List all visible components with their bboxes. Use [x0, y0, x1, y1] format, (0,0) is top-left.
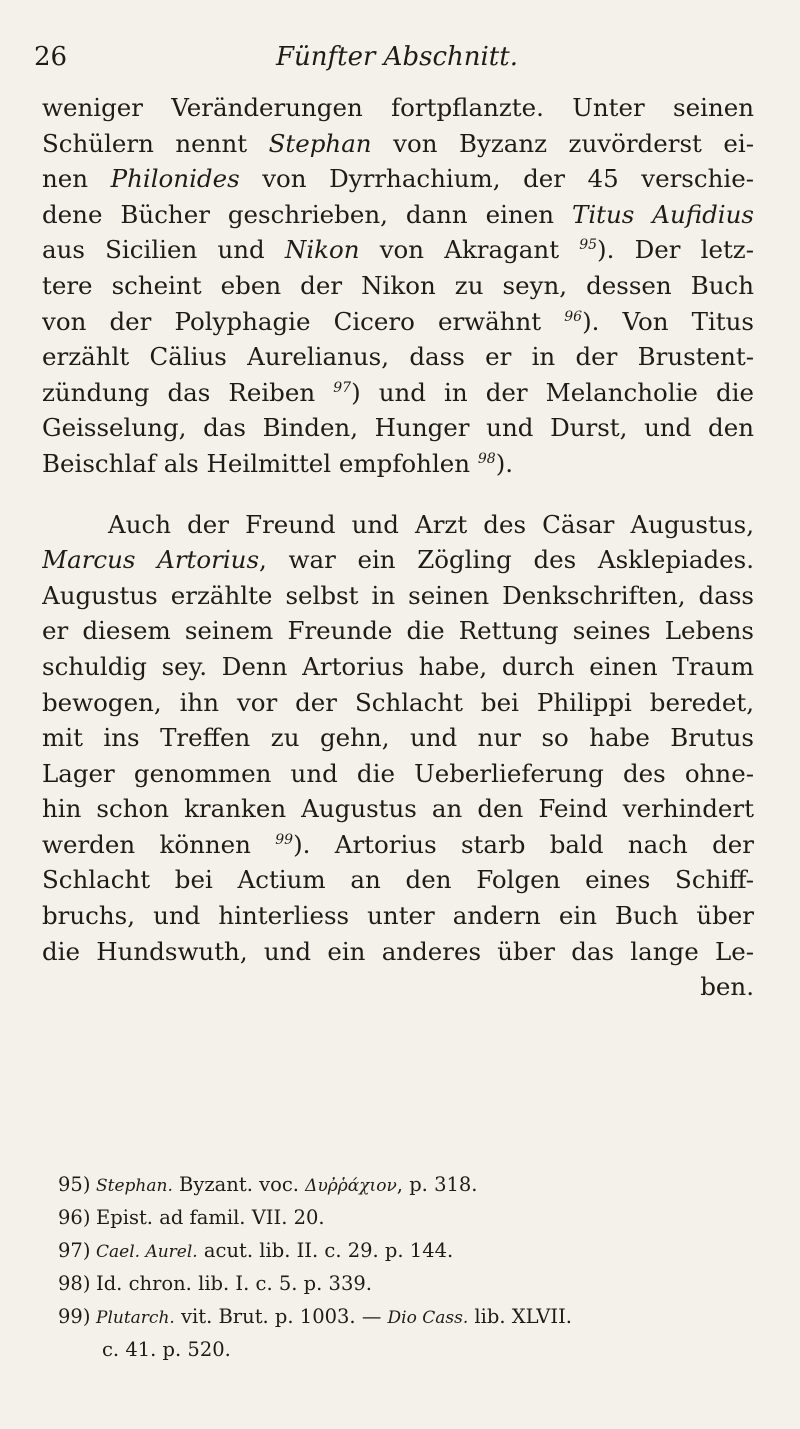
text-line [42, 410, 754, 446]
text-run: Beischlaf als Heilmittel empfohlen [42, 448, 478, 478]
text-run: er diesem seinem Freunde die Rettung seines Lebens [42, 616, 754, 646]
text-run: erzählt Cälius Aurelianus, dass er in der Brustent- [42, 342, 754, 372]
text-line [42, 649, 754, 685]
text-run: bruchs, und hinterliess unter andern ein Buch über [42, 901, 754, 931]
text-line [42, 304, 754, 340]
text-line [42, 161, 754, 197]
text-run: ). Der letz- [597, 235, 754, 265]
text-run: Lager genommen und die Ueberlieferung des ohne- [42, 758, 754, 788]
text-run: Schülern nennt [42, 128, 269, 158]
footnote-ref: 97 [333, 379, 352, 396]
text-line [42, 969, 754, 1005]
footnote-number: 99) [58, 1305, 91, 1328]
text-run: ). Von Titus [582, 306, 754, 336]
text-line [42, 375, 754, 411]
text-line [42, 827, 754, 863]
text-run: aus Sicilien und [42, 235, 285, 265]
paragraph [42, 90, 754, 482]
text-run: von Akragant [359, 235, 580, 265]
text-run: von der Polyphagie Cicero erwähnt [42, 306, 565, 336]
text-run: , war ein Zögling des Asklepiades. [259, 545, 754, 575]
text-run: weniger Veränderungen fortpflanzte. Unter seinen [42, 93, 754, 122]
text-line [42, 542, 754, 578]
footnote-number: 96) [58, 1206, 91, 1229]
footnotes [58, 1168, 758, 1366]
footnote [58, 1168, 758, 1201]
page-number: 26 [34, 42, 68, 72]
footnote-number: 95) [58, 1173, 91, 1196]
footnote [58, 1300, 758, 1333]
text-line [42, 756, 754, 792]
text-line [42, 126, 754, 162]
text-run: mit ins Treffen zu gehn, und nur so habe Brutus [42, 723, 754, 753]
footnote [58, 1201, 758, 1234]
text-run: , p. 318. [396, 1173, 478, 1196]
text-run: tere scheint eben der Nikon zu seyn, dessen Buch [42, 270, 754, 300]
text-run: ). [495, 448, 514, 478]
italic-text: Nikon [284, 235, 360, 265]
text-run: hin schon kranken Augustus an den Feind verhindert [42, 794, 754, 824]
footnote-number: 98) [58, 1272, 91, 1295]
text-line [42, 934, 754, 970]
text-line [42, 268, 754, 304]
text-run: Auch der Freund und Arzt des Cäsar Augustus, [108, 509, 754, 539]
italic-text: Stephan [268, 128, 372, 158]
text-line [42, 90, 754, 126]
text-run: von Byzanz zuvörderst ei- [371, 128, 754, 158]
footnote [58, 1267, 758, 1300]
italic-text: Cael. Aurel. [96, 1242, 198, 1262]
text-run: Id. chron. lib. I. c. 5. p. 339. [96, 1272, 372, 1295]
text-run: ). Artorius starb bald nach der [293, 829, 754, 859]
footnote-ref: 98 [477, 450, 496, 467]
text-line [42, 578, 754, 614]
italic-text: Stephan. [96, 1176, 173, 1196]
text-run: Schlacht bei Actium an den Folgen eines Schiff- [42, 865, 754, 895]
italic-text: Plutarch. [96, 1308, 175, 1328]
text-run: Augustus erzählte selbst in seinen Denkschriften, dass [42, 580, 754, 610]
paragraph-gap [42, 482, 754, 507]
footnote-number: 97) [58, 1239, 91, 1262]
text-line [42, 446, 754, 482]
footnote [58, 1234, 758, 1267]
italic-text: Δυῤῥάχιον [305, 1176, 397, 1196]
text-run: acut. lib. II. c. 29. p. 144. [197, 1239, 454, 1262]
text-line [42, 232, 754, 268]
text-line [42, 613, 754, 649]
text-line [42, 685, 754, 721]
text-run: bewogen, ihn vor der Schlacht bei Philippi beredet, [42, 687, 754, 717]
text-run: vit. Brut. p. 1003. — [174, 1305, 388, 1328]
text-line [42, 339, 754, 375]
footnote-ref: 96 [564, 308, 583, 325]
text-run: c. 41. p. 520. [102, 1338, 231, 1361]
text-run: lib. XLVII. [468, 1305, 572, 1328]
text-run: Epist. ad famil. VII. 20. [96, 1206, 325, 1229]
italic-text: Titus Aufidius [571, 199, 754, 229]
text-run: ) und in der Melancholie die [351, 377, 754, 407]
text-run: die Hundswuth, und ein anderes über das lange Le- [42, 936, 754, 966]
footnote-ref: 99 [275, 831, 294, 848]
text-run: dene Bücher geschrieben, dann einen [42, 199, 572, 229]
text-run: von Dyrrhachium, der 45 verschie- [239, 164, 754, 194]
running-title: Fünfter Abschnitt. [276, 42, 518, 72]
text-line [42, 197, 754, 233]
text-run: Geisselung, das Binden, Hunger und Durst, und den [42, 413, 754, 443]
italic-text: Philonides [110, 164, 240, 194]
text-line [42, 791, 754, 827]
italic-text: Marcus Artorius [42, 545, 260, 575]
text-line [42, 507, 754, 543]
text-run: nen [42, 164, 111, 194]
text-line [42, 720, 754, 756]
text-run: ben. [700, 972, 754, 1002]
italic-text: Dio Cass. [387, 1308, 469, 1328]
page-header [34, 38, 760, 82]
footnote [58, 1333, 758, 1366]
text-run: Byzant. voc. [172, 1173, 306, 1196]
text-run: zündung das Reiben [42, 377, 334, 407]
main-text [42, 90, 754, 1005]
text-run: schuldig sey. Denn Artorius habe, durch einen Traum [42, 651, 754, 681]
text-line [42, 898, 754, 934]
text-run: werden können [42, 829, 276, 859]
footnote-ref: 95 [579, 237, 598, 254]
text-line [42, 862, 754, 898]
paragraph [42, 507, 754, 1005]
